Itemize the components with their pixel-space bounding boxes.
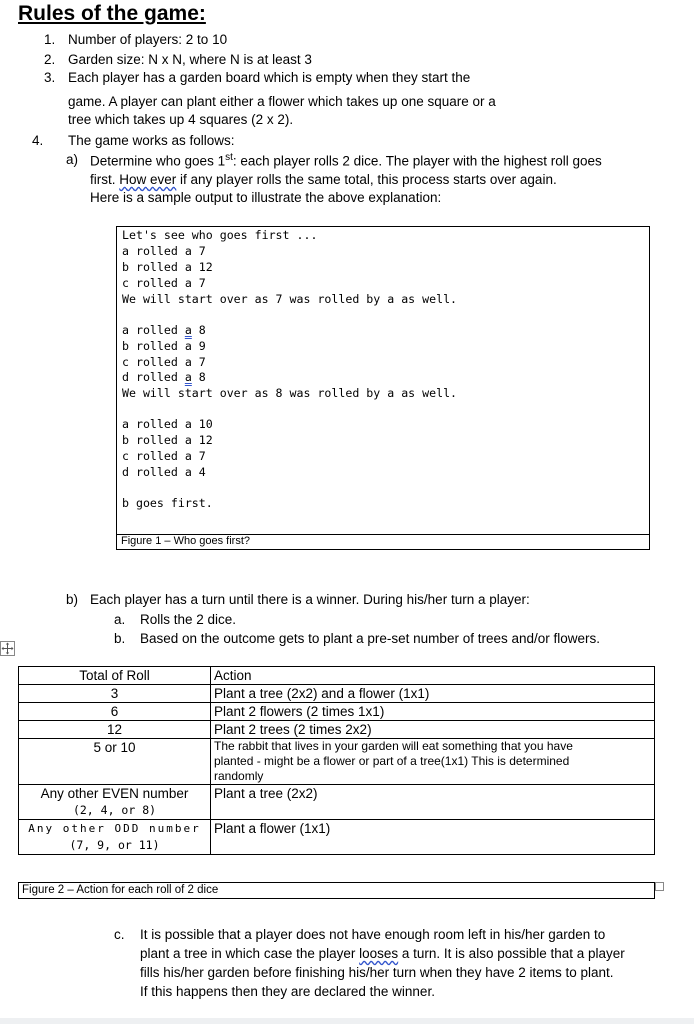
- figure-1-caption: Figure 1 – Who goes first?: [121, 535, 251, 547]
- list-item-continuation: game. A player can plant either a flower which takes up one square or a: [68, 94, 496, 109]
- sub-b-b-marker: b.: [114, 631, 126, 646]
- sub-b-text: Each player has a turn until there is a winner. During his/her turn a player:: [90, 592, 530, 607]
- table-row: [19, 685, 655, 703]
- table-cell: 5 or 10: [19, 739, 211, 785]
- code-line: We will start over as 7 was rolled by a as well.: [122, 292, 458, 306]
- roll-action-table: [18, 666, 655, 855]
- sub-c-line3: fills his/her garden before finishing his/her turn when they have 2 items to plant.: [140, 965, 614, 980]
- superscript-st: st: [225, 152, 233, 163]
- sub-a-line3: Here is a sample output to illustrate the above explanation:: [90, 190, 442, 205]
- table-row: [19, 703, 655, 721]
- sub-c-line2: plant a tree in which case the player looses a turn. It is also possible that a player: [140, 946, 625, 961]
- code-line: a rolled a 8: [122, 323, 206, 337]
- code-line: a rolled a 7: [122, 244, 206, 258]
- table-move-handle[interactable]: [0, 641, 15, 656]
- list-item-garden-board: Each player has a garden board which is empty when they start the: [68, 70, 471, 85]
- list-number: 3.: [44, 70, 56, 85]
- list-item-continuation: tree which takes up 4 squares (2 x 2).: [68, 112, 294, 127]
- table-cell: 6: [19, 703, 211, 721]
- move-arrows-icon: [1, 642, 14, 655]
- figure-1-caption-bar: [117, 534, 649, 549]
- grammar-flag[interactable]: a: [184, 323, 192, 337]
- sub-b-a-text: Rolls the 2 dice.: [140, 612, 237, 627]
- table-cell: Plant a tree (2x2): [211, 785, 655, 820]
- table-cell: 12: [19, 721, 211, 739]
- code-line: d rolled a 8: [122, 370, 206, 384]
- sub-marker-b: b): [66, 592, 79, 607]
- code-line: We will start over as 8 was rolled by a as well.: [122, 386, 458, 400]
- sub-c-line4: If this happens then they are declared the winner.: [140, 984, 435, 999]
- table-cell: Plant a flower (1x1): [211, 820, 655, 855]
- list-item-game-works: The game works as follows:: [68, 133, 235, 148]
- table-row: [19, 721, 655, 739]
- sub-marker-a: a): [66, 152, 79, 167]
- list-item-players: Number of players: 2 to 10: [68, 32, 228, 47]
- grammar-flag[interactable]: a: [184, 370, 192, 384]
- list-number: 4.: [32, 133, 44, 148]
- spelling-flag[interactable]: How ever: [119, 172, 177, 187]
- code-line: a rolled a 10: [122, 417, 213, 431]
- table-resize-handle[interactable]: [655, 882, 664, 891]
- code-line: Let's see who goes first ...: [122, 228, 318, 242]
- sub-b-a-marker: a.: [114, 612, 126, 627]
- sub-a-line2: first. How ever if any player rolls the same total, this process starts over again.: [90, 172, 557, 187]
- table-header: Total of Roll: [19, 667, 211, 685]
- table-row: [19, 667, 655, 685]
- spelling-flag[interactable]: looses: [359, 946, 399, 961]
- code-line: b rolled a 12: [122, 433, 213, 447]
- code-line: d rolled a 4: [122, 465, 206, 479]
- table-cell: Plant a tree (2x2) and a flower (1x1): [211, 685, 655, 703]
- table-cell: 3: [19, 685, 211, 703]
- sub-a-line1: Determine who goes 1st: each player rolls 2 dice. The player with the highest roll goes: [90, 152, 602, 169]
- code-line: c rolled a 7: [122, 355, 206, 369]
- sub-b-b-text: Based on the outcome gets to plant a pre-set number of trees and/or flowers.: [140, 631, 601, 646]
- list-number: 2.: [44, 52, 56, 67]
- sample-output-box: [116, 226, 650, 550]
- sub-c-marker: c.: [114, 927, 125, 942]
- table-cell: Any other EVEN number (2, 4, or 8): [19, 785, 211, 820]
- code-line: b rolled a 12: [122, 260, 213, 274]
- page-bottom-edge: [0, 1018, 694, 1024]
- table-row: [19, 820, 655, 855]
- code-line: c rolled a 7: [122, 276, 206, 290]
- code-line: c rolled a 7: [122, 449, 206, 463]
- table-cell: Plant 2 flowers (2 times 1x1): [211, 703, 655, 721]
- code-line: b goes first.: [122, 496, 213, 510]
- table-header: Action: [211, 667, 655, 685]
- table-cell: Any other ODD number (7, 9, or 11): [19, 820, 211, 855]
- list-item-garden-size: Garden size: N x N, where N is at least 3: [68, 52, 312, 67]
- figure-2-caption: Figure 2 – Action for each roll of 2 dice: [18, 882, 655, 899]
- sub-c-line1: It is possible that a player does not have enough room left in his/her garden to: [140, 927, 606, 942]
- page-title: Rules of the game:: [18, 2, 206, 25]
- table-cell: Plant 2 trees (2 times 2x2): [211, 721, 655, 739]
- list-number: 1.: [44, 32, 56, 47]
- code-line: b rolled a 9: [122, 339, 206, 353]
- table-row: [19, 739, 655, 785]
- table-cell: The rabbit that lives in your garden will eat something that you have planted - might be a flower or part of a tree(1x1) This is determined randomly: [211, 739, 655, 785]
- table-row: [19, 785, 655, 820]
